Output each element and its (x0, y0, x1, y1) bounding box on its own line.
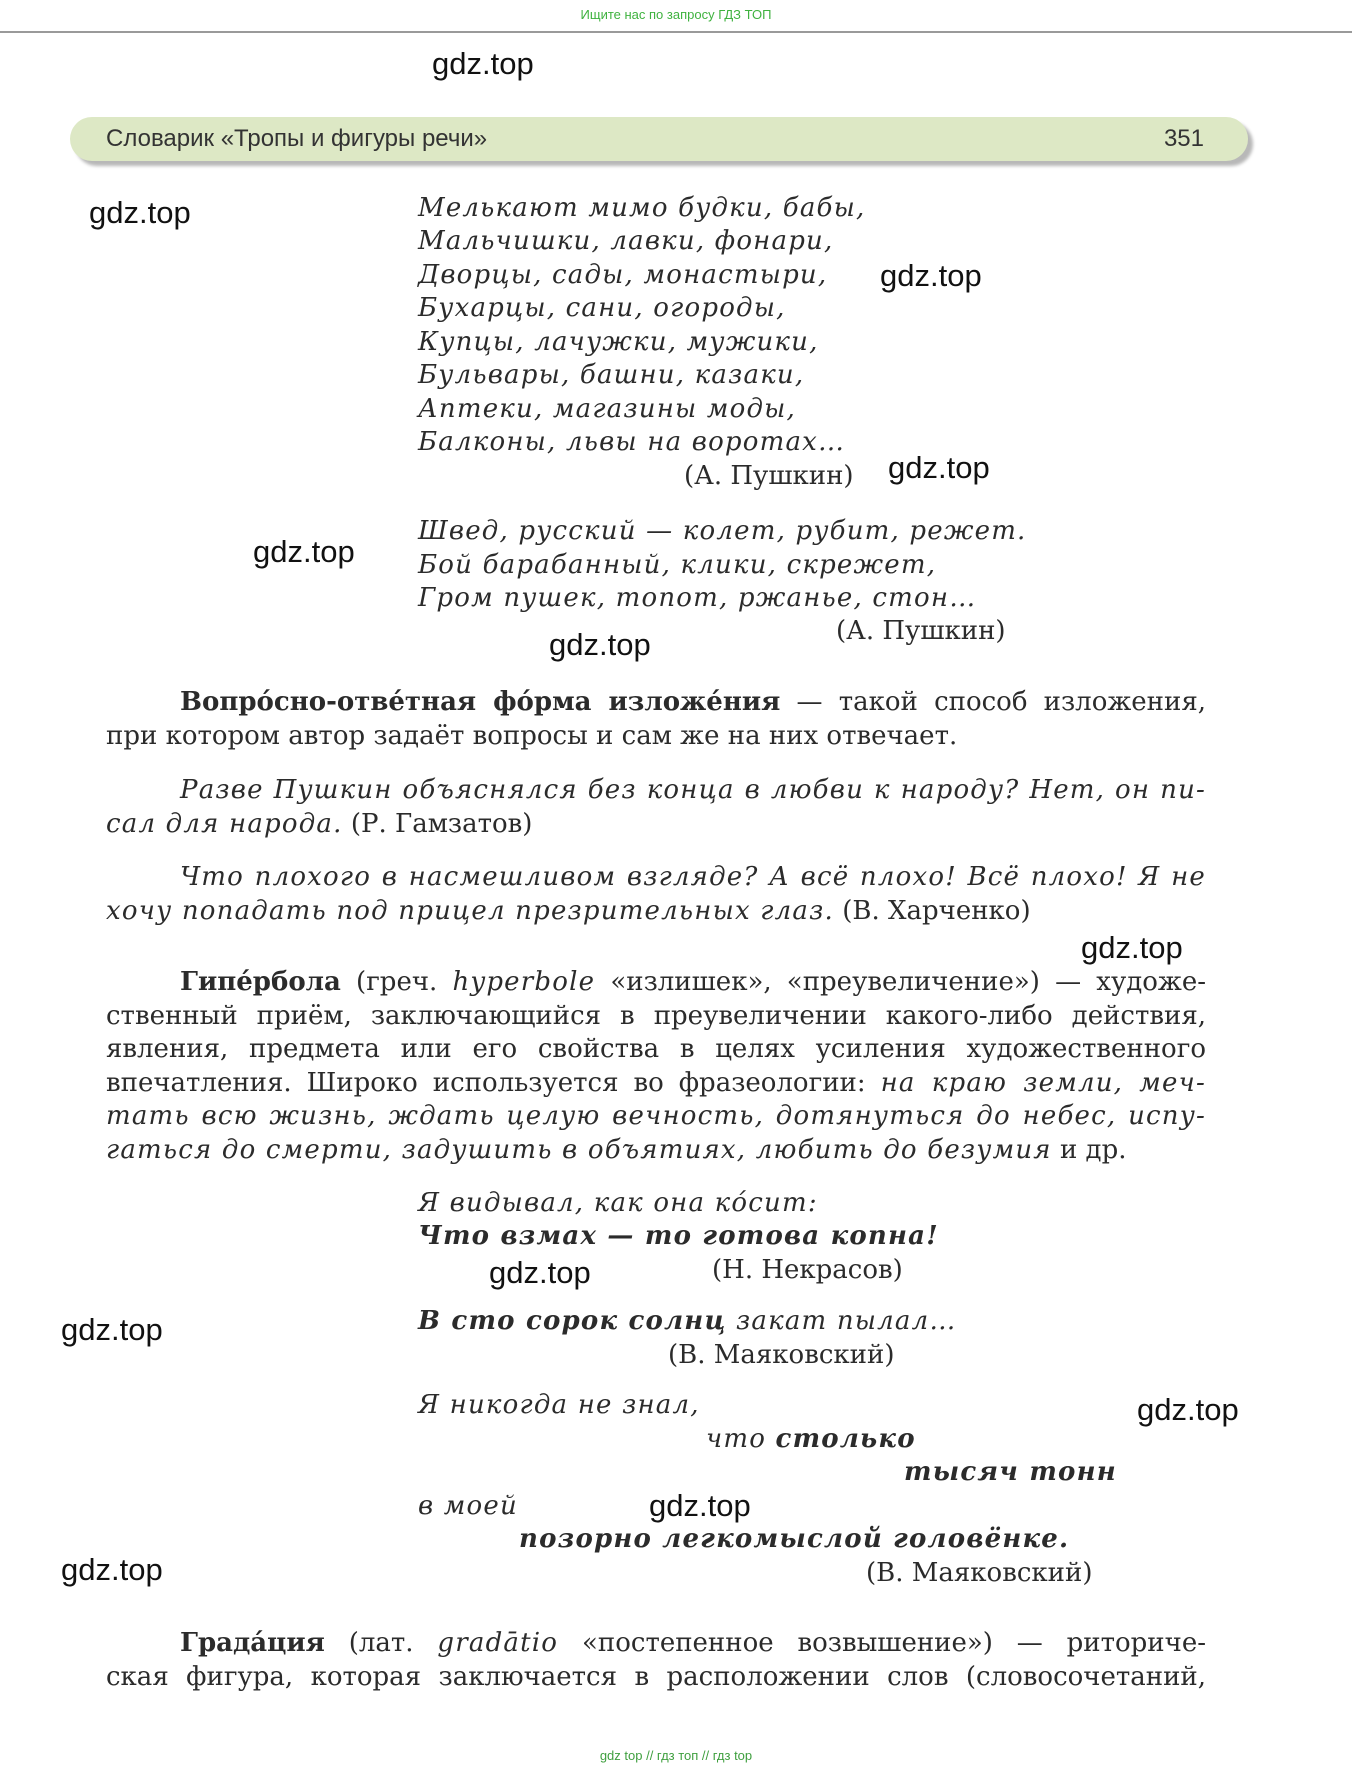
quote-rest: закат пылал… (726, 1306, 957, 1336)
example-text: Что плохого в насмешливом взгляде? А всё плохо! Всё плохо! Я не (180, 862, 1206, 892)
definition-text: при котором автор задаёт вопросы и сам же на них отвечает. (106, 720, 958, 751)
definition-gradation (106, 1627, 1206, 1694)
quote-line: в моей (418, 1491, 518, 1521)
definition-question-answer (106, 686, 1206, 753)
quote-author: (В. Маяковский) (668, 1340, 895, 1370)
example-gamzatov (106, 774, 1206, 841)
poem-line: Бульвары, башни, казаки, (418, 360, 805, 390)
definition-text: — такой способ изложения, (780, 687, 1206, 717)
definition-text: ственный приём, заключающийся в преувеличении какого-либо действия, (106, 1000, 1206, 1031)
definition-text: «излишек», «преувеличение») — художе- (595, 967, 1206, 997)
poem-line: Бой барабанный, клики, скрежет, (418, 550, 937, 580)
quote-author: (Н. Некрасов) (712, 1255, 903, 1285)
term: Гипе́рбола (180, 967, 341, 997)
watermark: gdz.top (549, 627, 651, 662)
watermark: gdz.top (61, 1552, 163, 1587)
quote-line (706, 1424, 916, 1454)
watermark: gdz.top (489, 1255, 591, 1290)
quote-line: позорно легкомыслой головёнке. (519, 1524, 1070, 1554)
poem-line: Бухарцы, сани, огороды, (418, 293, 786, 323)
watermark: gdz.top (61, 1312, 163, 1347)
example-author: (Р. Гамзатов) (342, 808, 533, 839)
poem-line: Швед, русский — колет, рубит, режет. (418, 516, 1027, 546)
example-phrase: тать всю жизнь, ждать целую вечность, дотянуться до небес, испу- (106, 1101, 1206, 1131)
term: Града́ция (180, 1628, 325, 1658)
footer-links: gdz top // гдз топ // гдз top (599, 1748, 753, 1763)
poem-author: (А. Пушкин) (836, 616, 1006, 646)
quote-bold-part: столько (775, 1424, 916, 1454)
definition-hyperbole (106, 966, 1206, 1167)
definition-text: «постепенное возвышение») — риториче- (558, 1628, 1207, 1658)
quote-part: что (706, 1424, 776, 1454)
quote-author: (В. Маяковский) (866, 1558, 1093, 1588)
term: Вопро́сно-отве́тная фо́рма изложе́ния (180, 687, 781, 717)
poem-line: Дворцы, сады, монастыри, (418, 260, 828, 290)
quote-line: Я видывал, как она ко́сит: (418, 1188, 818, 1218)
watermark: gdz.top (880, 258, 982, 293)
definition-text: ская фигура, которая заключается в расположении слов (словосочетаний, (106, 1661, 1206, 1692)
quote-line: тысяч тонн (904, 1457, 1117, 1487)
example-phrase: на краю земли, меч- (880, 1067, 1207, 1098)
watermark: gdz.top (1081, 930, 1183, 965)
quote-line (418, 1306, 957, 1336)
poem-line: Мелькают мимо будки, бабы, (418, 193, 866, 223)
definition-text: и др. (1051, 1134, 1127, 1165)
definition-text: (лат. (324, 1628, 438, 1658)
definition-text: (греч. (340, 967, 453, 997)
poem-line: Мальчишки, лавки, фонари, (418, 226, 834, 256)
poem-line: Купцы, лачужки, мужики, (418, 327, 819, 357)
watermark: gdz.top (649, 1488, 751, 1523)
poem-line: Гром пушек, топот, ржанье, стон… (418, 583, 977, 613)
quote-bold-part: В сто сорок солнц (418, 1306, 727, 1336)
watermark: gdz.top (89, 195, 191, 230)
definition-text: впечатления. Широко используется во фразеологии: (106, 1067, 881, 1098)
example-kharchenko (106, 861, 1206, 928)
watermark: gdz.top (432, 46, 534, 81)
example-text: Разве Пушкин объяснялся без конца в любви к народу? Нет, он пи- (180, 775, 1206, 805)
poem-line: Аптеки, магазины моды, (418, 394, 796, 424)
watermark: gdz.top (1137, 1392, 1239, 1427)
example-phrase: гаться до смерти, задушить в объятиях, любить до безумия (106, 1134, 1052, 1165)
poem-line: Балконы, львы на воротах… (418, 427, 846, 457)
quote-line: Я никогда не знал, (418, 1390, 700, 1420)
quote-line: Что взмах — то готова копна! (418, 1221, 939, 1251)
top-banner: Ищите нас по запросу ГДЗ ТОП (0, 0, 1352, 33)
section-title: Словарик «Тропы и фигуры речи» (106, 125, 488, 152)
example-text: сал для народа. (106, 808, 343, 839)
watermark: gdz.top (888, 450, 990, 485)
definition-text: явления, предмета или его свойства в целях усиления художественного (106, 1034, 1206, 1064)
foreign-word: hyperbole (452, 967, 596, 997)
poem-author: (А. Пушкин) (684, 461, 854, 491)
watermark: gdz.top (253, 534, 355, 569)
page-number: 351 (1163, 125, 1204, 152)
foreign-word: gradātio (437, 1628, 559, 1658)
example-text: хочу попадать под прицел презрительных глаз. (106, 895, 834, 926)
example-author: (В. Харченко) (833, 895, 1031, 926)
section-header (70, 117, 1248, 161)
